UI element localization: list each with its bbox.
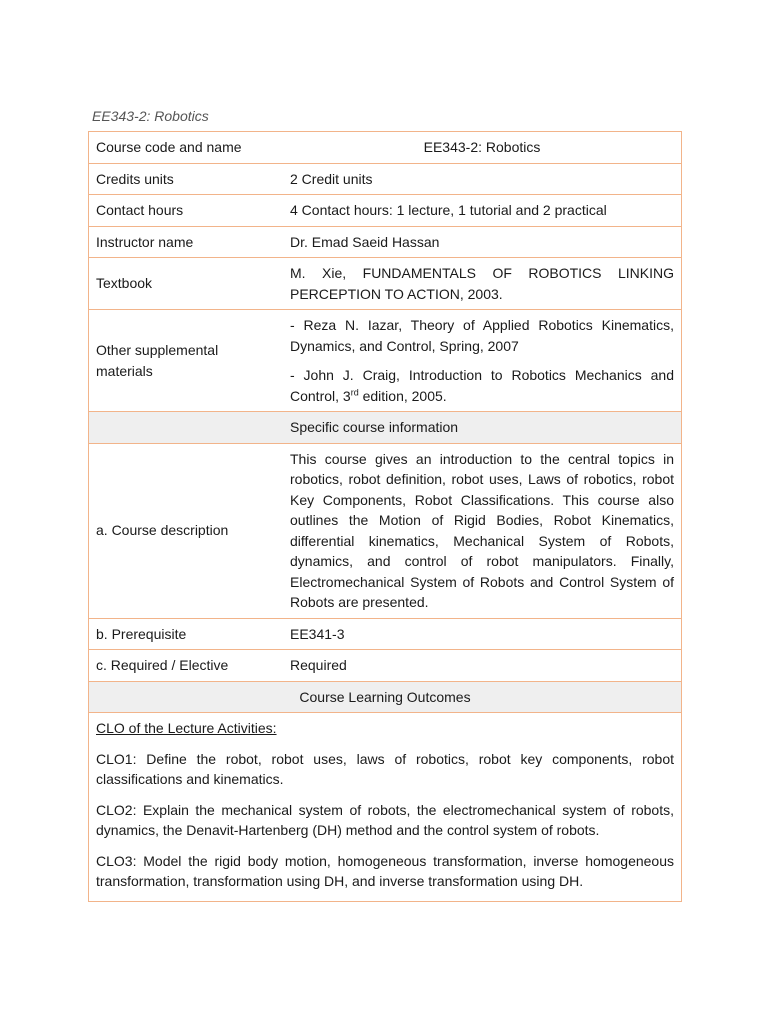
contact-hours-value: 4 Contact hours: 1 lecture, 1 tutorial and 2 practical [283,195,682,227]
prerequisite-value: EE341-3 [283,618,682,650]
required-value: Required [283,650,682,682]
contact-hours-label: Contact hours [89,195,284,227]
section-heading-row [89,681,682,713]
textbook-value: M. Xie, FUNDAMENTALS OF ROBOTICS LINKING PERCEPTION TO ACTION, 2003. [283,258,682,310]
supplemental-item-1: - Reza N. Iazar, Theory of Applied Robotics Kinematics, Dynamics, and Control, Spring, 2007 [290,317,674,354]
table-row [89,163,682,195]
prerequisite-label: b. Prerequisite [89,618,284,650]
clo-heading: CLO of the Lecture Activities: [96,720,277,736]
supplemental-item-2-tail: edition, 2005. [358,387,447,404]
section-heading-row [89,412,682,444]
superscript: rd [350,386,359,397]
table-row [89,650,682,682]
clo3: CLO3: Model the rigid body motion, homogeneous transformation, inverse homogeneous transformation, transformation using DH, and inverse transformation using DH. [96,852,674,889]
table-row [89,713,682,902]
description-value: This course gives an introduction to the central topics in robotics, robot definition, robot uses, Laws of robotics, robot Key Components, Robot Classifications. This course also outlines the Motion of Rigid Bodies, Robot Kinematics, differential kinematics, Mechanical System of Robots, dynamics, and control of robot manipulators. Finally, Electromechanical System of Robots and Control System of Robots are presented. [283,443,682,618]
course-code-value: EE343-2: Robotics [283,132,682,164]
supplemental-item-2-text: - John J. Craig, Introduction to Robotics Mechanics and Control, 3 [290,367,674,404]
table-row [89,310,682,412]
table-row [89,443,682,618]
supplemental-value [283,310,682,412]
specific-info-heading: Specific course information [283,412,682,444]
document-header: EE343-2: Robotics [92,108,209,124]
supplemental-item-2 [290,365,674,406]
table-row [89,226,682,258]
textbook-label: Textbook [89,258,284,310]
table-row [89,618,682,650]
credits-value: 2 Credit units [283,163,682,195]
instructor-value: Dr. Emad Saeid Hassan [283,226,682,258]
required-label: c. Required / Elective [89,650,284,682]
outcomes-heading: Course Learning Outcomes [89,681,682,713]
clo-cell [89,713,682,902]
table-row [89,258,682,310]
course-code-label: Course code and name [89,132,284,164]
course-info-table [88,131,682,902]
empty-cell [89,412,284,444]
credits-label: Credits units [89,163,284,195]
description-label: a. Course description [89,443,284,618]
clo1: CLO1: Define the robot, robot uses, laws of robotics, robot key components, robot classifications and kinematics. [96,750,674,787]
clo2: CLO2: Explain the mechanical system of robots, the electromechanical system of robots, dynamics, the Denavit-Hartenberg (DH) method and the control system of robots. [96,801,674,838]
table-row [89,132,682,164]
table-row [89,195,682,227]
instructor-label: Instructor name [89,226,284,258]
supplemental-label: Other supplemental materials [89,310,284,412]
